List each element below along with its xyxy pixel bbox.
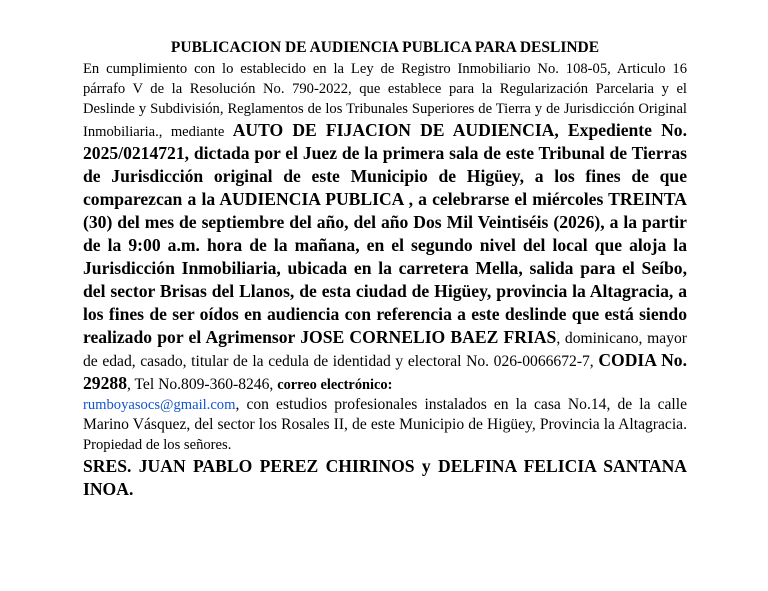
notice-title: PUBLICACION DE AUDIENCIA PUBLICA PARA DESLINDE — [170, 39, 600, 56]
email-label: correo electrónico: — [277, 377, 393, 393]
property-label: Propiedad de los señores. — [83, 437, 232, 453]
codia-number: CODIA No. 29288 — [83, 350, 687, 393]
email-address[interactable]: rumboyasocs@gmail.com — [83, 397, 236, 413]
phone-number: , Tel No.809-360-8246, — [126, 376, 278, 393]
hearing-order-details: AUTO DE FIJACION DE AUDIENCIA, Expediente No. 2025/0214721, dictada por el Juez de la primera sala de este Tribunal de Tierras de Jurisdicción original de este Municipio de Higüey, a los fines de que comparezcan a la AUDIENCIA PUBLICA , a celebrarse el miércoles TREINTA (30) del mes de septiembre del año, del año Dos Mil Veintiséis (2026), a la partir de la 9:00 a.m. hora de la mañana, en el segundo nivel del local que aloja la Jurisdicción Inmobiliaria, ubicada en la carretera Mella, salida para el Seíbo, del sector Brisas del Llanos, de esta ciudad de Higüey, provincia la Altagracia, a los fines de ser oídos en audiencia con referencia a este deslinde que está siendo realizado por el Agrimensor JOSE CORNELIO BAEZ FRIAS — [83, 120, 688, 347]
surveyor-details: , dominicano, mayor de edad, casado, titular de la cedula de identidad y electoral No. 026-0066672-7, — [83, 330, 687, 370]
notice-body — [83, 59, 687, 501]
office-address: , con estudios profesionales instalados en la casa No.14, de la calle Marino Vásquez, del sector los Rosales II, de este Municipio de Higüey, Provincia la Altagracia. — [83, 396, 687, 433]
notice-intro: En cumplimiento con lo establecido en la Ley de Registro Inmobiliario No. 108-05, Articulo 16 párrafo V de la Resolución No. 790-2022, que establece para la Regularización Parcelaria y el Deslinde y Subdivisión, Reglamentos de los Tribunales Superiores de Tierra y de Jurisdicción Original Inmobiliaria., mediante — [83, 61, 687, 140]
publication-notice — [83, 38, 687, 501]
property-owners: SRES. JUAN PABLO PEREZ CHIRINOS y DELFINA FELICIA SANTANA INOA. — [83, 456, 687, 499]
